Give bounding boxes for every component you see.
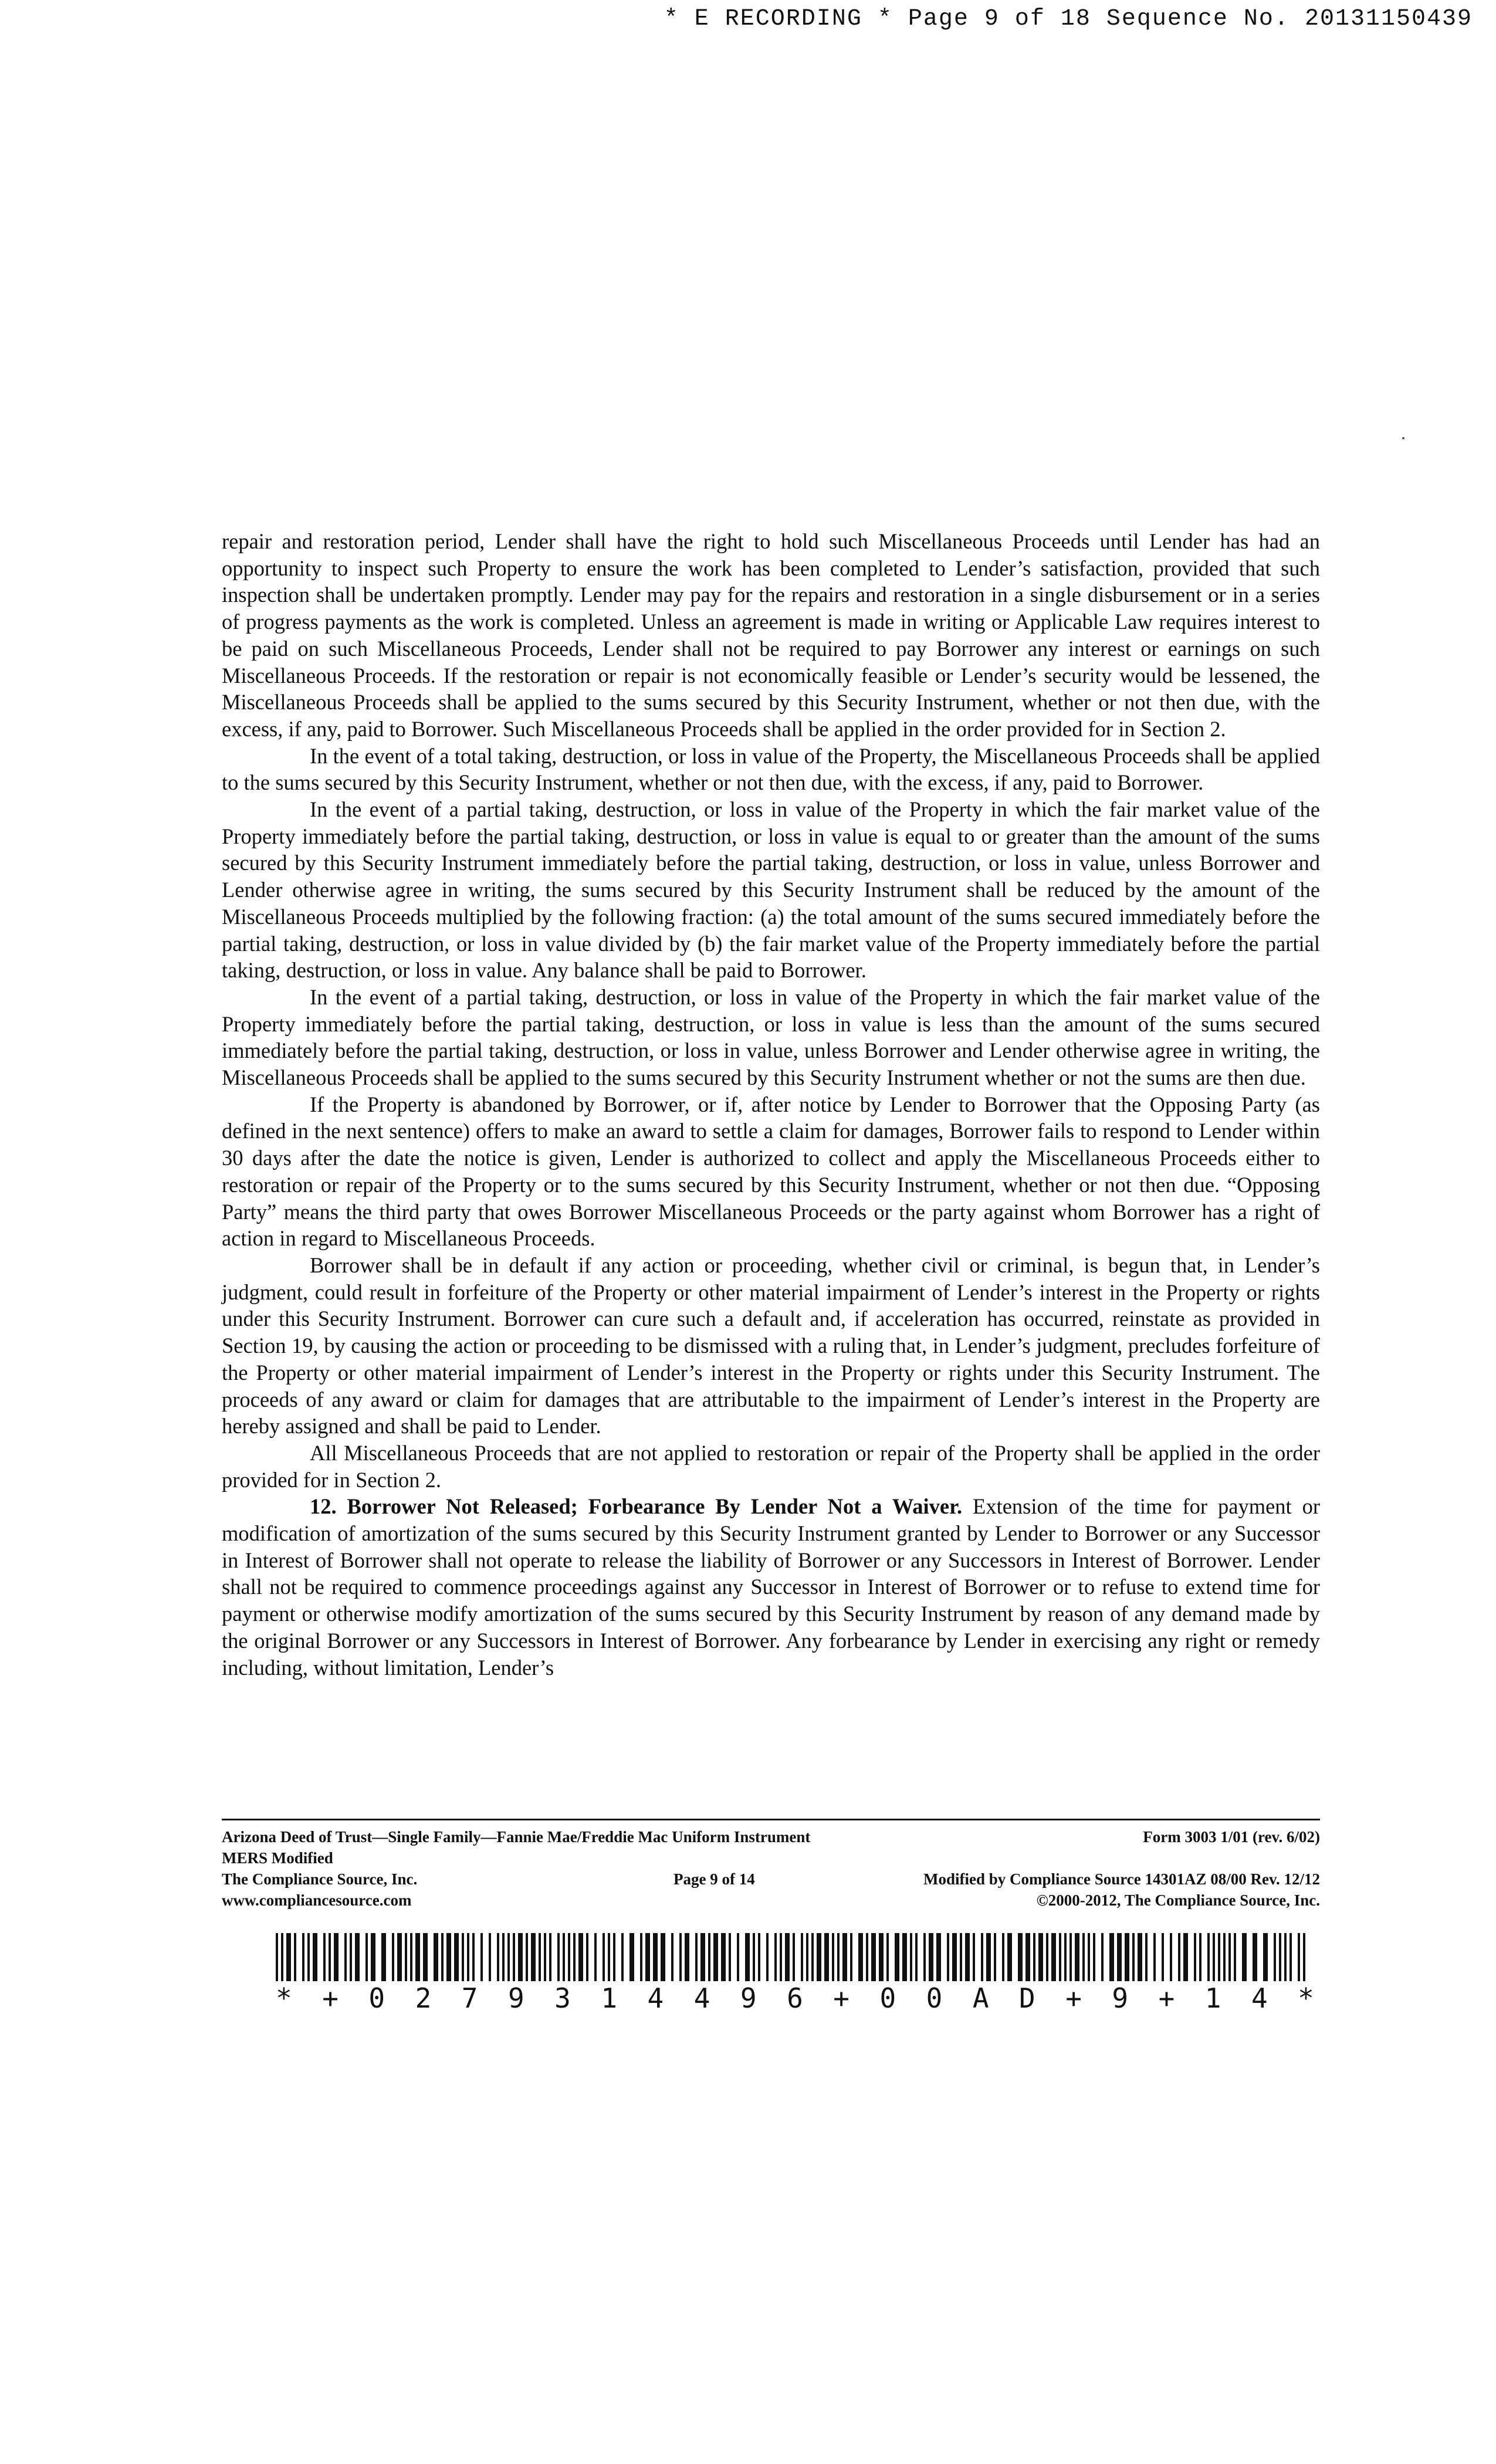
barcode-bar bbox=[526, 1933, 528, 1981]
barcode-bar bbox=[801, 1933, 803, 1981]
barcode-bar bbox=[1242, 1933, 1247, 1981]
barcode-char: 0 bbox=[368, 1982, 385, 2014]
barcode-bar bbox=[737, 1933, 739, 1981]
footer-page-number: Page 9 of 14 bbox=[673, 1870, 755, 1888]
footer-copyright: ©2000-2012, The Compliance Source, Inc. bbox=[1036, 1891, 1320, 1909]
barcode-bar bbox=[1228, 1933, 1231, 1981]
barcode-bar bbox=[489, 1933, 491, 1981]
barcode-bar bbox=[1234, 1933, 1236, 1981]
barcode-bar bbox=[910, 1933, 912, 1981]
barcode-bar bbox=[780, 1933, 782, 1981]
barcode-bar bbox=[1284, 1933, 1287, 1981]
barcode-bar bbox=[866, 1933, 868, 1981]
barcode-bar bbox=[1274, 1933, 1276, 1981]
barcode-bar bbox=[365, 1933, 368, 1981]
barcode-char: + bbox=[1065, 1982, 1082, 2014]
footer-rule bbox=[222, 1819, 1320, 1820]
barcode-bar bbox=[842, 1933, 847, 1981]
barcode-bar bbox=[441, 1933, 444, 1981]
document-body bbox=[222, 528, 1320, 1681]
barcode-bar bbox=[1069, 1933, 1072, 1981]
barcode-bar bbox=[1002, 1933, 1004, 1981]
barcode-bar bbox=[472, 1933, 475, 1981]
barcode-bar bbox=[507, 1933, 510, 1981]
barcode-bar bbox=[397, 1933, 402, 1981]
barcode-char: 0 bbox=[879, 1982, 896, 2014]
barcode-bar bbox=[1059, 1933, 1061, 1981]
barcode-bar bbox=[371, 1933, 375, 1981]
barcode-bar bbox=[758, 1933, 760, 1981]
footer-form-title: Arizona Deed of Trust—Single Family—Fannie Mae/Freddie Mac Uniform Instrument bbox=[222, 1828, 811, 1846]
barcode-bar bbox=[708, 1933, 710, 1981]
barcode-bar bbox=[586, 1933, 588, 1981]
barcode-bar bbox=[355, 1933, 360, 1981]
barcode-bar bbox=[1263, 1933, 1268, 1981]
barcode-char: 4 bbox=[647, 1982, 664, 2014]
barcode-bar bbox=[415, 1933, 420, 1981]
barcode-bar bbox=[1046, 1933, 1048, 1981]
barcode-char: + bbox=[322, 1982, 339, 2014]
section-12-text: Extension of the time for payment or modification of amortization of the sums secured by this Security Instrument granted by Lender to Borrower or any Successor in Interest of Borrower shall not operate to release the liability of Borrower or any Successors in Interest of Borrower. Lender shall not be required to commence proceedings against any Successor in Interest of Borrower or to refuse to extend time for payment or otherwise modify amortization of the sums secured by this Security Instrument by reason of any demand made by the original Borrower or any Successors in Interest of Borrower. Any forbearance by Lender in exercising any right or remedy including, without limitation, Lender’s bbox=[222, 1494, 1321, 1680]
barcode-bar bbox=[467, 1933, 469, 1981]
barcode-char: 4 bbox=[693, 1982, 710, 2014]
barcode-bar bbox=[806, 1933, 808, 1981]
barcode-char: 9 bbox=[507, 1982, 524, 2014]
barcode-bar bbox=[1170, 1933, 1172, 1981]
barcode-bar bbox=[685, 1933, 689, 1981]
barcode-bar bbox=[573, 1933, 576, 1981]
barcode-char: 7 bbox=[461, 1982, 478, 2014]
barcode-bar bbox=[539, 1933, 541, 1981]
barcode-bar bbox=[817, 1933, 821, 1981]
barcode-bar bbox=[1082, 1933, 1085, 1981]
barcode-bar bbox=[313, 1933, 317, 1981]
barcode-bar bbox=[1093, 1933, 1095, 1981]
barcode-bar bbox=[785, 1933, 790, 1981]
barcode-char: D bbox=[1019, 1982, 1035, 2014]
form-footer bbox=[222, 1826, 1320, 1914]
barcode-bar bbox=[1101, 1933, 1104, 1981]
barcode-bar bbox=[1207, 1933, 1210, 1981]
barcode-char: + bbox=[833, 1982, 849, 2014]
paragraph-abandoned-property: If the Property is abandoned by Borrower, or if, after notice by Lender to Borrower that the Opposing Party (as defined in the next sentence) offers to make an award to settle a claim for damages, Borrower fails to respond to Lender within 30 days after the date the notice is given, Lender is authorized to collect and apply the Miscellaneous Proceeds either to restoration or repair of the Property or to the sums secured by this Security Instrument, whether or not then due. “Opposing Party” means the third party that owes Borrower Miscellaneous Proceeds or the party against whom Borrower has a right of action in regard to Miscellaneous Proceeds. bbox=[222, 1092, 1320, 1251]
barcode-bar bbox=[729, 1933, 731, 1981]
footer-form-number: Form 3003 1/01 (rev. 6/02) bbox=[1143, 1828, 1320, 1846]
barcode-bar bbox=[1018, 1933, 1023, 1981]
paragraph-borrower-default: Borrower shall be in default if any action or proceeding, whether civil or criminal, is begun that, in Lender’s judgment, could result in forfeiture of the Property or other material impairment of Lender’s interest in the Property or rights under this Security Instrument. Borrower can cure such a default and, if acceleration has occurred, reinstate as provided in Section 19, by causing the action or proceeding to be dismissed with a ruling that, in Lender’s judgment, precludes forfeiture of the Property or other material impairment of Lender’s interest in the Property or rights under this Security Instrument. The proceeds of any award or claim for damages that are attributable to the impairment of Lender’s interest in the Property are hereby assigned and shall be paid to Lender. bbox=[222, 1253, 1320, 1439]
barcode-bar bbox=[381, 1933, 386, 1981]
barcode-bar bbox=[302, 1933, 304, 1981]
barcode-bar bbox=[603, 1933, 605, 1981]
barcode-bar bbox=[307, 1933, 310, 1981]
barcode-bar bbox=[1218, 1933, 1220, 1981]
barcode-bar bbox=[563, 1933, 565, 1981]
barcode-bar bbox=[902, 1933, 907, 1981]
barcode-bar bbox=[1289, 1933, 1292, 1981]
section-12-paragraph bbox=[222, 1493, 1320, 1681]
footer-modified-by: Modified by Compliance Source 14301AZ 08/00 Rev. 12/12 bbox=[923, 1870, 1320, 1888]
barcode-bar bbox=[960, 1933, 962, 1981]
barcode-char: 1 bbox=[1204, 1982, 1221, 2014]
barcode-bar bbox=[392, 1933, 394, 1981]
barcode-bar bbox=[613, 1933, 615, 1981]
barcode-bar bbox=[824, 1933, 829, 1981]
barcode-bar bbox=[645, 1933, 650, 1981]
barcode-bar bbox=[936, 1933, 941, 1981]
barcode-bar bbox=[1109, 1933, 1114, 1981]
barcode-bar bbox=[350, 1933, 352, 1981]
paragraph-partial-taking-less: In the event of a partial taking, destruction, or loss in value of the Property in which the fair market value of the Property immediately before the partial taking, destruction, or loss in value is less than the amount of the sums secured immediately before the partial taking, destruction, or loss in value, unless Borrower and Lender otherwise agree in writing, the Miscellaneous Proceeds shall be applied to the sums secured by this Security Instrument whether or not the sums are then due. bbox=[222, 984, 1320, 1090]
barcode-bar bbox=[1303, 1933, 1305, 1981]
barcode-char: 1 bbox=[601, 1982, 618, 2014]
barcode-bar bbox=[886, 1933, 889, 1981]
barcode-bar bbox=[1199, 1933, 1201, 1981]
barcode-bar bbox=[502, 1933, 505, 1981]
barcode-bar bbox=[410, 1933, 412, 1981]
barcode-bar bbox=[544, 1933, 546, 1981]
barcode-bar bbox=[323, 1933, 326, 1981]
barcode-bar bbox=[480, 1933, 483, 1981]
barcode-bar bbox=[923, 1933, 926, 1981]
barcode-bar bbox=[1033, 1933, 1035, 1981]
barcode-bar bbox=[640, 1933, 642, 1981]
barcode-bar bbox=[531, 1933, 536, 1981]
barcode-bar bbox=[745, 1933, 750, 1981]
footer-mers: MERS Modified bbox=[222, 1849, 333, 1867]
paragraph-restoration-period: repair and restoration period, Lender shall have the right to hold such Miscellaneous Proceeds until Lender has had an opportunity to inspect such Property to ensure the work has been completed to Lender’s satisfaction, provided that such inspection shall be undertaken promptly. Lender may pay for the repairs and restoration in a single disbursement or in a series of progress payments as the work is completed. Unless an agreement is made in writing or Applicable Law requires interest to be paid on such Miscellaneous Proceeds, Lender shall not be required to pay Borrower any interest or earnings on such Miscellaneous Proceeds. If the restoration or repair is not economically feasible or Lender’s security would be lessened, the Miscellaneous Proceeds shall be applied to the sums secured by this Security Instrument, whether or not then due, with the excess, if any, paid to Borrower. Such Miscellaneous Proceeds shall be applied in the order provided for in Section 2. bbox=[222, 529, 1320, 741]
barcode-bar bbox=[1223, 1933, 1226, 1981]
barcode-bar bbox=[1007, 1933, 1012, 1981]
barcode-char: * bbox=[276, 1982, 292, 2014]
section-12-heading: 12. Borrower Not Released; Forbearance By Lender Not a Waiver. bbox=[310, 1494, 963, 1519]
barcode-bar bbox=[965, 1933, 970, 1981]
barcode-bar bbox=[276, 1933, 278, 1981]
barcode-char: A bbox=[972, 1982, 989, 2014]
barcode-bar bbox=[952, 1933, 957, 1981]
barcode-char: + bbox=[1158, 1982, 1175, 2014]
barcode-bar bbox=[578, 1933, 583, 1981]
barcode-bar bbox=[1138, 1933, 1142, 1981]
barcode-bar bbox=[832, 1933, 834, 1981]
barcode-char: 2 bbox=[415, 1982, 432, 2014]
paragraph-total-taking: In the event of a total taking, destruction, or loss in value of the Property, the Miscellaneous Proceeds shall be applied to the sums secured by this Security Instrument, whether or not then due, with the excess, if any, paid to Borrower. bbox=[222, 743, 1320, 795]
barcode-bar bbox=[344, 1933, 347, 1981]
barcode-bar bbox=[1051, 1933, 1056, 1981]
barcode-bar bbox=[621, 1933, 624, 1981]
barcode-bar bbox=[871, 1933, 876, 1981]
barcode-bar bbox=[895, 1933, 899, 1981]
barcode-bar bbox=[594, 1933, 597, 1981]
barcode-bar bbox=[497, 1933, 499, 1981]
barcode-bar bbox=[454, 1933, 459, 1981]
barcode-bar bbox=[1153, 1933, 1156, 1981]
barcode-bar bbox=[1117, 1933, 1122, 1981]
barcode-bar bbox=[661, 1933, 665, 1981]
barcode-char: 9 bbox=[1112, 1982, 1129, 2014]
barcode-bar bbox=[994, 1933, 996, 1981]
barcode-bar bbox=[434, 1933, 438, 1981]
barcode-bar bbox=[1125, 1933, 1129, 1981]
barcode-bar bbox=[608, 1933, 610, 1981]
barcode-char: 0 bbox=[926, 1982, 943, 2014]
barcode-bars bbox=[276, 1933, 1314, 1981]
barcode-bar bbox=[1132, 1933, 1135, 1981]
footer-spacer bbox=[923, 1847, 1320, 1869]
barcode-bar bbox=[981, 1933, 983, 1981]
barcode-bar bbox=[653, 1933, 658, 1981]
footer-right bbox=[923, 1826, 1320, 1911]
barcode-bar bbox=[811, 1933, 814, 1981]
barcode-bar bbox=[286, 1933, 291, 1981]
scan-speck bbox=[1402, 437, 1404, 439]
barcode-bar bbox=[557, 1933, 560, 1981]
barcode-bar bbox=[334, 1933, 339, 1981]
barcode-bar bbox=[518, 1933, 523, 1981]
barcode-bar bbox=[513, 1933, 515, 1981]
barcode-bar bbox=[1279, 1933, 1281, 1981]
barcode-bar bbox=[446, 1933, 451, 1981]
barcode-bar bbox=[915, 1933, 918, 1981]
barcode-bar bbox=[1194, 1933, 1196, 1981]
paragraph-misc-proceeds-order: All Miscellaneous Proceeds that are not applied to restoration or repair of the Property shall be applied in the order provided for in Section 2. bbox=[222, 1440, 1320, 1492]
barcode-bar bbox=[721, 1933, 726, 1981]
footer-publisher: The Compliance Source, Inc. bbox=[222, 1870, 418, 1888]
barcode-char: 4 bbox=[1251, 1982, 1268, 2014]
barcode-bar bbox=[986, 1933, 991, 1981]
barcode-bar bbox=[423, 1933, 428, 1981]
barcode-bar bbox=[549, 1933, 551, 1981]
footer-website: www.compliancesource.com bbox=[222, 1891, 412, 1909]
barcode-bar bbox=[766, 1933, 769, 1981]
barcode-bar bbox=[462, 1933, 464, 1981]
barcode-bar bbox=[753, 1933, 755, 1981]
barcode-bar bbox=[1025, 1933, 1030, 1981]
footer-center bbox=[673, 1869, 755, 1890]
barcode-bar bbox=[929, 1933, 933, 1981]
barcode-bar bbox=[568, 1933, 570, 1981]
barcode-bar bbox=[281, 1933, 283, 1981]
barcode-bar bbox=[713, 1933, 718, 1981]
barcode-bar bbox=[774, 1933, 777, 1981]
barcode-bar bbox=[1253, 1933, 1257, 1981]
barcode-bar bbox=[947, 1933, 949, 1981]
barcode-bar bbox=[793, 1933, 795, 1981]
barcode-bar bbox=[837, 1933, 840, 1981]
barcode-char: 9 bbox=[740, 1982, 757, 2014]
barcode-char: * bbox=[1298, 1982, 1314, 2014]
barcode-bar bbox=[294, 1933, 296, 1981]
barcode-bar bbox=[1145, 1933, 1148, 1981]
barcode-bar bbox=[671, 1933, 673, 1981]
barcode-bar bbox=[1038, 1933, 1043, 1981]
barcode-bar bbox=[973, 1933, 975, 1981]
barcode-bar bbox=[329, 1933, 331, 1981]
barcode-bar bbox=[1298, 1933, 1300, 1981]
barcode-bar bbox=[629, 1933, 634, 1981]
barcode-bar bbox=[679, 1933, 682, 1981]
barcode-bar bbox=[1088, 1933, 1090, 1981]
barcode-bar bbox=[1178, 1933, 1180, 1981]
barcode-bar bbox=[695, 1933, 698, 1981]
barcode-bar bbox=[405, 1933, 407, 1981]
recording-header: * E RECORDING * Page 9 of 18 Sequence No. 20131150439 bbox=[664, 6, 1473, 32]
paragraph-partial-taking-greater: In the event of a partial taking, destruction, or loss in value of the Property in which the fair market value of the Property immediately before the partial taking, destruction, or loss in value is equal to or greater than the amount of the sums secured by this Security Instrument immediately before the partial taking, destruction, or loss in value, unless Borrower and Lender otherwise agree in writing, the sums secured by this Security Instrument shall be reduced by the amount of the Miscellaneous Proceeds multiplied by the following fraction: (a) the total amount of the sums secured immediately before the partial taking, destruction, or loss in value divided by (b) the fair market value of the Property immediately before the partial taking, destruction, or loss in value. Any balance shall be paid to Borrower. bbox=[222, 797, 1320, 983]
barcode-bar bbox=[1075, 1933, 1079, 1981]
barcode-bar bbox=[700, 1933, 705, 1981]
barcode bbox=[276, 1933, 1314, 2015]
barcode-bar bbox=[858, 1933, 863, 1981]
barcode-bar bbox=[1213, 1933, 1215, 1981]
barcode-char: 3 bbox=[554, 1982, 571, 2014]
barcode-bar bbox=[1064, 1933, 1067, 1981]
barcode-bar bbox=[850, 1933, 852, 1981]
barcode-bar bbox=[879, 1933, 884, 1981]
barcode-bar bbox=[1183, 1933, 1188, 1981]
barcode-human-readable bbox=[276, 1984, 1314, 2013]
barcode-char: 6 bbox=[787, 1982, 803, 2014]
barcode-bar bbox=[1162, 1933, 1164, 1981]
